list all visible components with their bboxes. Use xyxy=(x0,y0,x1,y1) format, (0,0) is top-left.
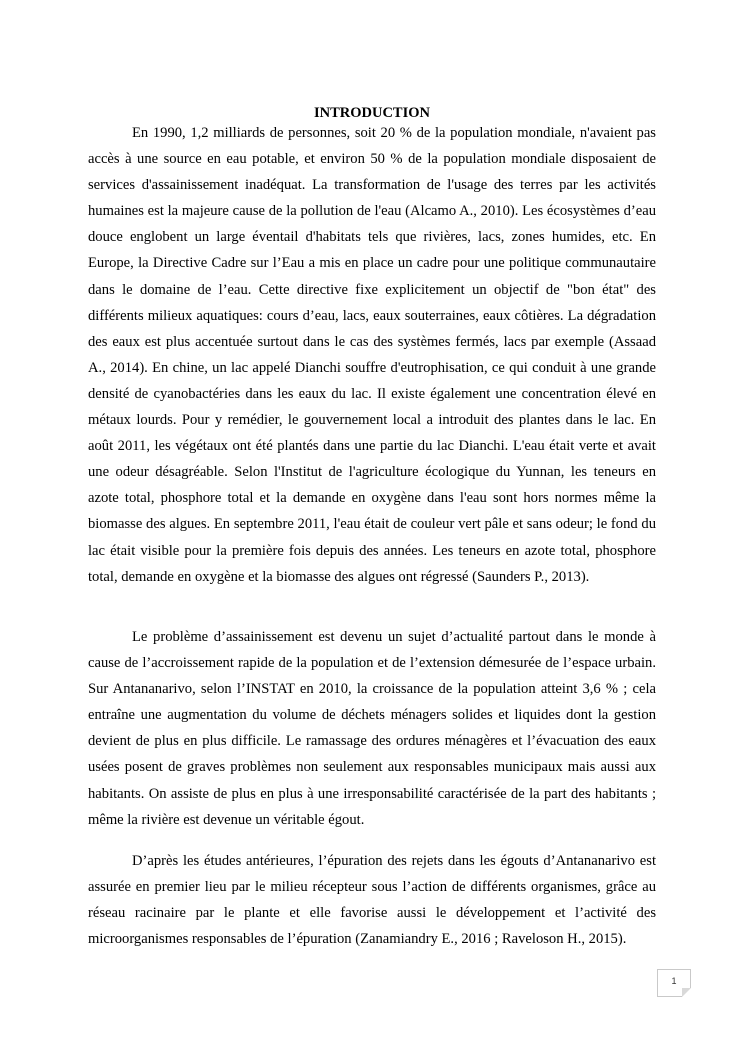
paragraph-1: En 1990, 1,2 milliards de personnes, soit 20 % de la population mondiale, n'avaient pas accès à une source en eau potable, et environ 50 % de la population mondiale disposaient de services d'assainissement inadéquat. La transformation de l'usage des terres par les activités humaines est la majeure cause de la pollution de l'eau (Alcamo A., 2010). Les écosystèmes d’eau douce englobent un large éventail d'habitats tels que rivières, lacs, zones humides, etc. En Europe, la Directive Cadre sur l’Eau a mis en place un cadre pour une politique communautaire dans le domaine de l’eau. Cette directive fixe explicitement un objectif de "bon état" des différents milieux aquatiques: cours d’eau, lacs, eaux souterraines, eaux côtières. La dégradation des eaux est plus accentuée surtout dans le cas des systèmes fermés, lacs par exemple (Assaad A., 2014). En chine, un lac appelé Dianchi souffre d'eutrophisation, ce qui conduit à une grande densité de cyanobactéries dans les eaux du lac. Il existe également une concentration élevé en métaux lourds. Pour y remédier, le gouvernement local a introduit des plantes dans le lac. En août 2011, les végétaux ont été plantés dans une partie du lac Dianchi. L'eau était verte et avait une odeur désagréable. Selon l'Institut de l'agriculture écologique du Yunnan, les teneurs en azote total, phosphore total et la demande en oxygène dans l'eau sont hors normes même la biomasse des algues. En septembre 2011, l'eau était de couleur vert pâle et sans odeur; le fond du lac était visible pour la première fois depuis des années. Les teneurs en azote total, phosphore total, demande en oxygène et la biomasse des algues ont régressé (Saunders P., 2013). xyxy=(88,125,656,585)
paragraph-3: D’après les études antérieures, l’épuration des rejets dans les égouts d’Antananarivo est assurée en premier lieu par le milieu récepteur sous l’action de différents organismes, grâce au réseau racinaire par le plante et elle favorise aussi le développement et l’activité des microorganismes responsables de l’épuration (Zanamiandry E., 2016 ; Raveloson H., 2015). xyxy=(88,853,656,948)
paragraph-2: Le problème d’assainissement est devenu un sujet d’actualité partout dans le monde à cause de l’accroissement rapide de la population et de l’extension démesurée de l’espace urbain. Sur Antananarivo, selon l’INSTAT en 2010, la croissance de la population atteint 3,6 % ; cela entraîne une augmentation du volume de déchets ménagers solides et liquides dont la gestion devient de plus en plus difficile. Le ramassage des ordures ménagères et l’évacuation des eaux usées posent de graves problèmes non seulement aux responsables municipaux mais aussi aux habitants. On assiste de plus en plus à une irresponsabilité caractérisée de la part des habitants ; même la rivière est devenue un véritable égout. xyxy=(88,629,656,828)
page-number: 1 xyxy=(671,976,677,986)
page-curl-icon xyxy=(682,988,691,997)
section-title: INTRODUCTION xyxy=(313,105,430,121)
page-number-box xyxy=(657,969,691,997)
